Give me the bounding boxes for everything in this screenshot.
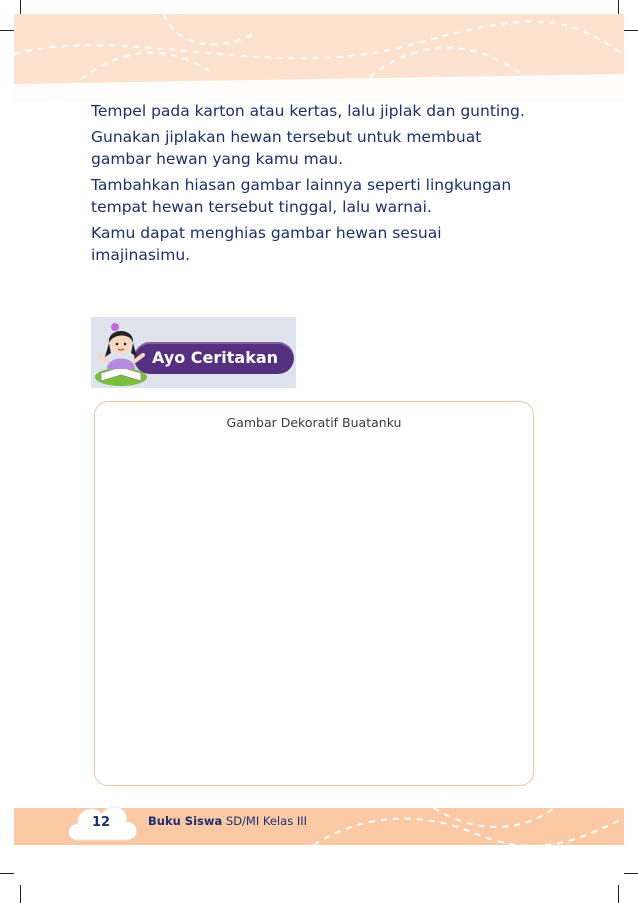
book-title-main: Buku Siswa [148,814,223,828]
drawing-area[interactable] [94,401,534,786]
instruction-paragraph: Tempel pada karton atau kertas, lalu jiplak dan gunting. [91,102,525,120]
crop-mark [618,885,619,903]
crop-mark [624,30,638,31]
page-number: 12 [92,815,111,830]
crop-mark [0,30,14,31]
section-badge [91,317,296,388]
crop-mark [0,873,14,874]
section-badge-label: Ayo Ceritakan [152,348,279,367]
instruction-paragraph: Tambahkan hiasan gambar lainnya seperti lingkungan tempat hewan tersebut tinggal, lalu warnai. [91,176,512,216]
drawing-area-title: Gambar Dekoratif Buatanku [226,415,402,430]
instruction-paragraph: Gunakan jiplakan hewan tersebut untuk membuat gambar hewan yang kamu mau. [91,128,482,168]
crop-mark [624,873,638,874]
instruction-list [91,100,536,270]
girl-reading-book-icon [91,317,151,388]
crop-mark [20,885,21,903]
instruction-paragraph: Kamu dapat menghias gambar hewan sesuai imajinasimu. [91,224,442,264]
header-decoration [14,14,624,102]
book-title-sub: SD/MI Kelas III [225,814,308,828]
book-title [148,814,307,828]
swirl-decoration [14,14,624,102]
section-badge-pill [134,342,294,374]
